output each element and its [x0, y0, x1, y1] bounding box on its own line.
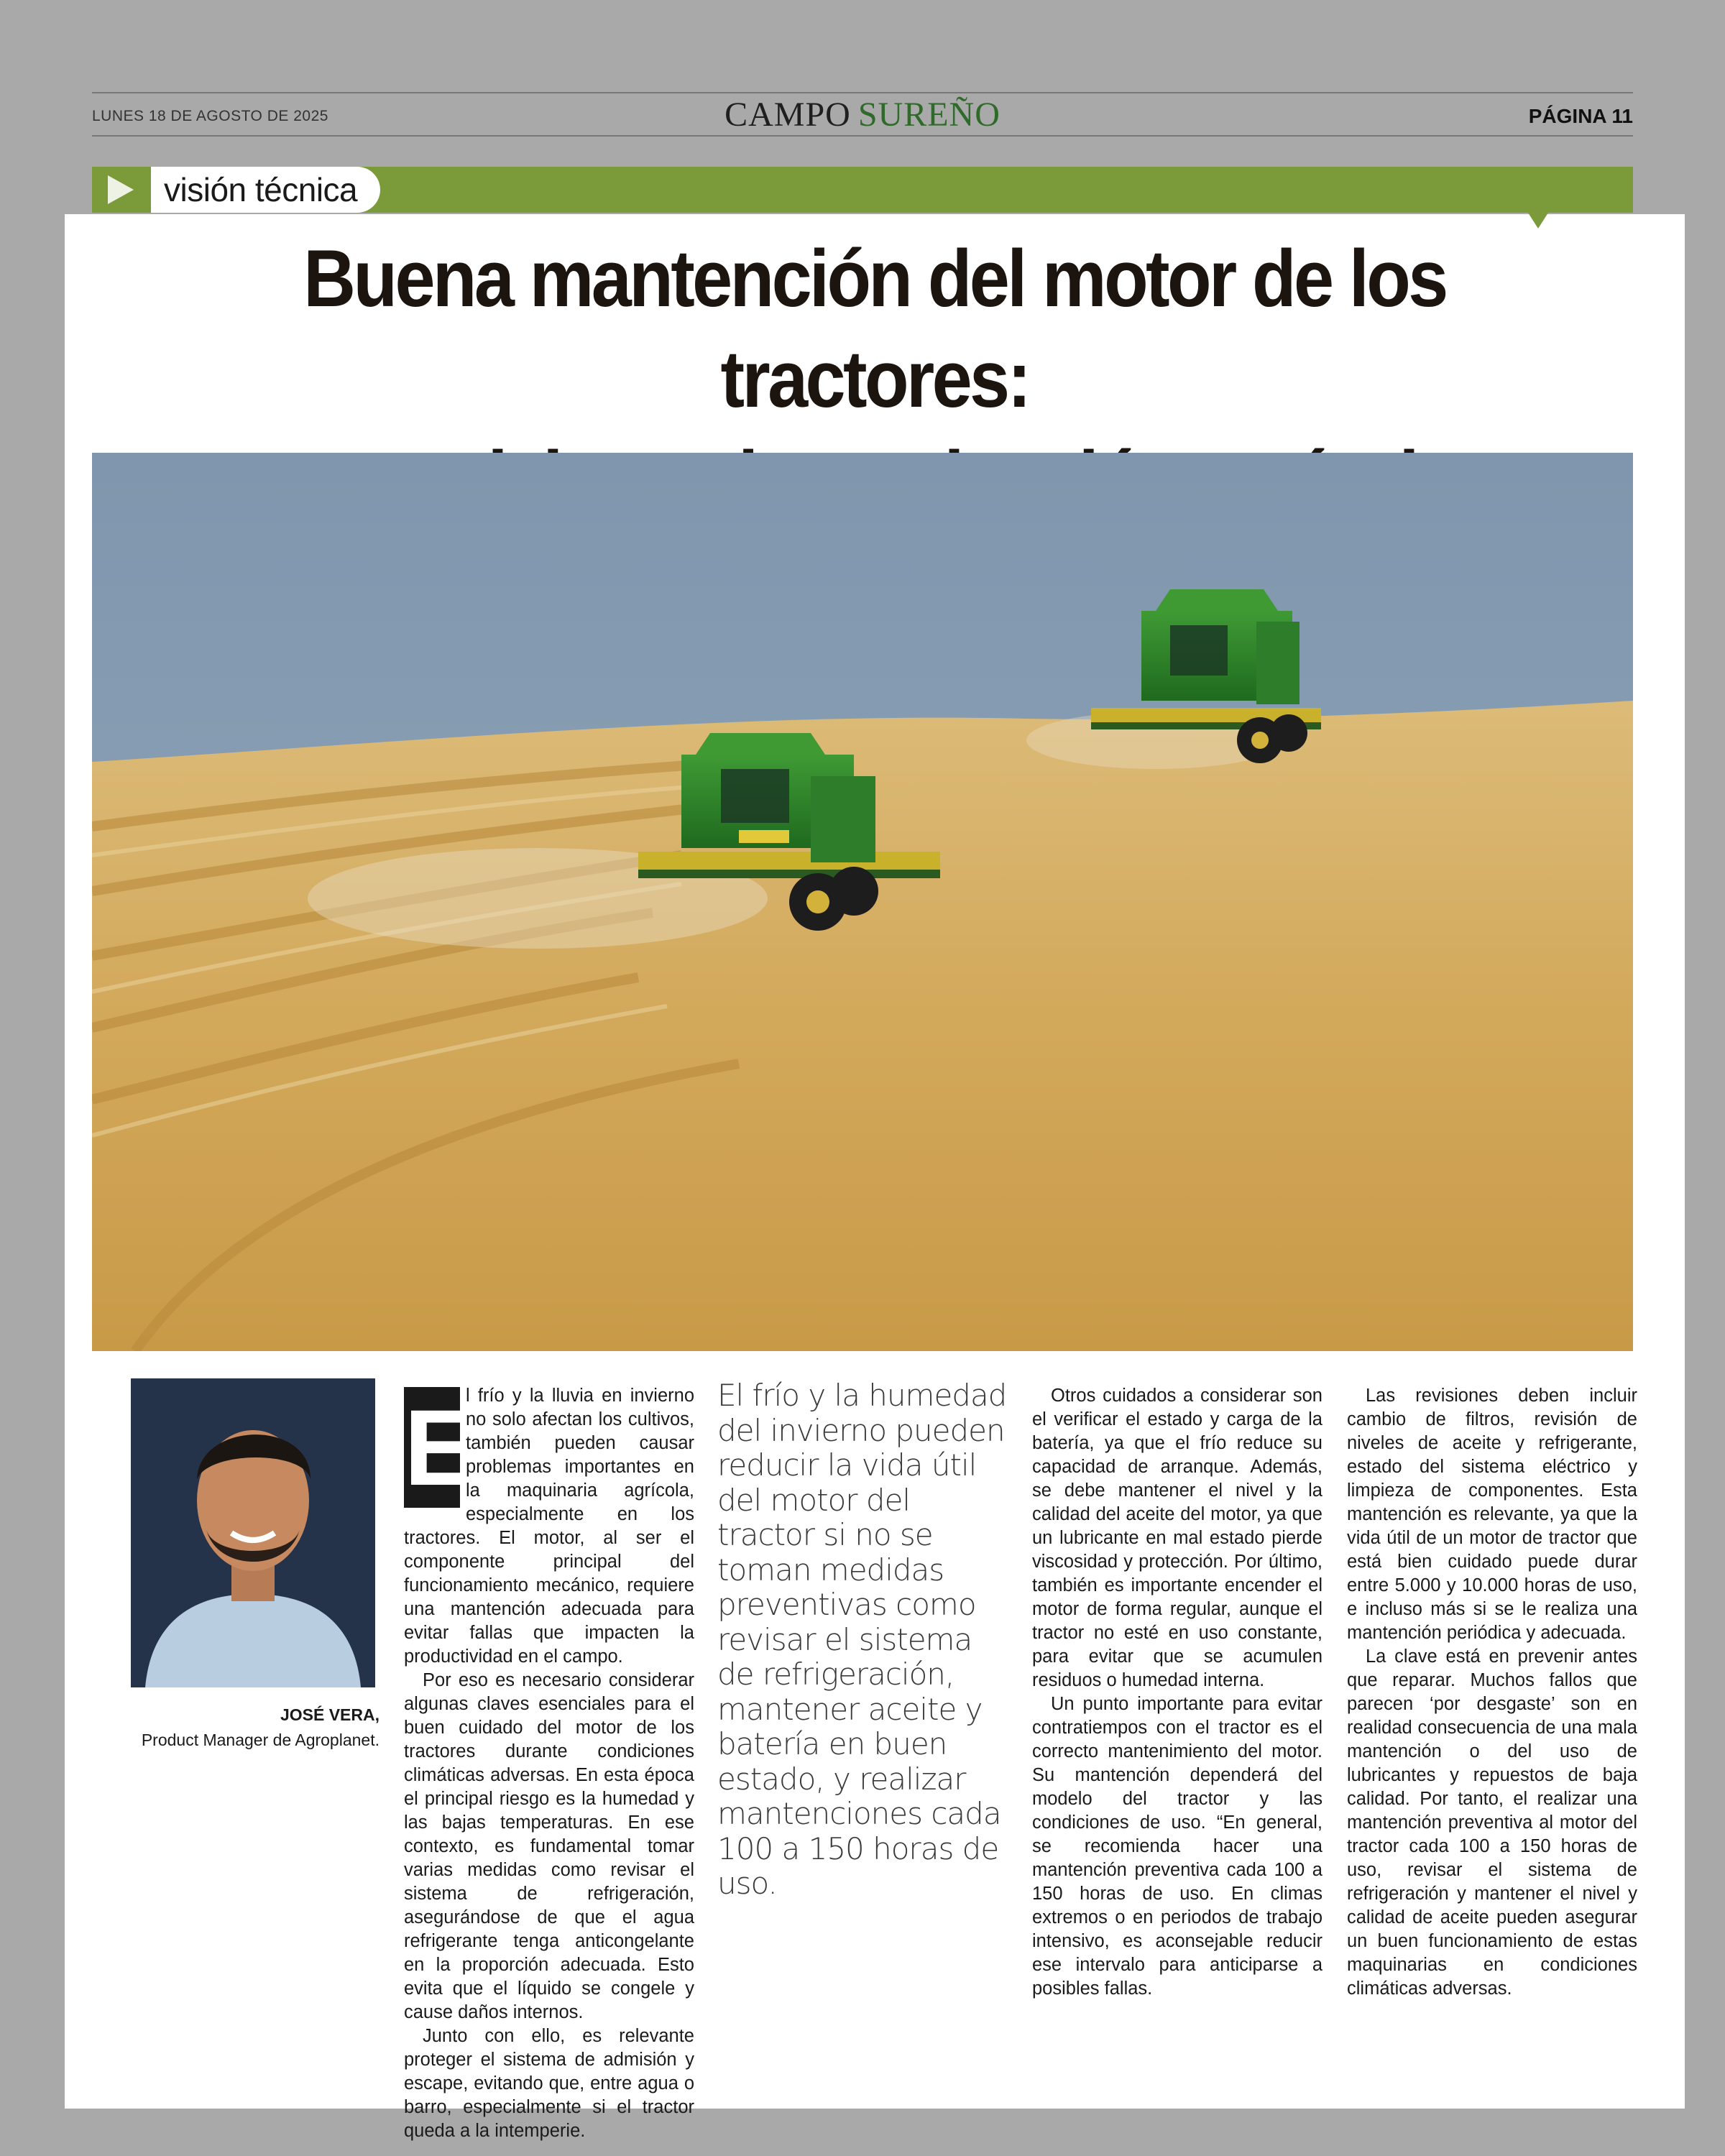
paragraph-3: Junto con ello, es relevante proteger el sistema de admisión y escape, evitando que, entre agua o barro, especialmente si el tractor queda a la intemperie.: [404, 2026, 694, 2141]
masthead: [0, 95, 1725, 134]
paragraph-4: Otros cuidados a considerar son el verificar el estado y carga de la batería, ya que el frío reduce su capacidad de arranque. Además, se debe mantener el nivel y la calidad del aceite del motor, ya que un lubricante en mal estado pierde viscosidad y protección. Por último, también es importante encender el motor de forma regular, aunque el tractor no esté en uso constante, para evitar que se acumulen residuos o humedad interna.: [1032, 1386, 1322, 1690]
section-notch: [1528, 213, 1548, 229]
author-portrait: [131, 1378, 375, 1687]
harvest-photo: [92, 453, 1633, 1351]
header-top-rule: [92, 92, 1633, 93]
drop-cap: E: [404, 1387, 477, 1508]
page-number: PÁGINA 11: [1528, 105, 1633, 127]
author-role: Product Manager de Agroplanet.: [141, 1731, 380, 1749]
paragraph-1: E l frío y la lluvia en invierno no solo afectan los cultivos, también pueden causar problemas importantes en la maquinaria agrícola, especialmente en los tractores. El motor, al ser el componente principal del funcionamiento mecánico, requiere una mantención adecuada para evitar fallas que impacten la productividad en el campo.: [404, 1386, 694, 1667]
masthead-word-1: CAMPO: [724, 96, 851, 134]
issue-date: LUNES 18 DE AGOSTO DE 2025: [92, 108, 328, 124]
masthead-word-2: SUREÑO: [857, 96, 1000, 134]
paragraph-6: Las revisiones deben incluir cambio de filtros, revisión de niveles de aceite y refrigerante, estado del sistema eléctrico y limpieza de componentes. Esta mantención es relevante, ya que la vida útil de un motor de tractor que está bien cuidado puede durar entre 5.000 y 10.000 horas de uso, e incluso más si se le realiza una mantención periódica y adecuada.: [1347, 1386, 1637, 1643]
section-label: visión técnica: [151, 167, 380, 213]
pull-quote: El frío y la humedad del invierno pueden reducir la vida útil del motor del tractor si no se toman medidas preventivas como revisar el sistema de refrigeración, mantener aceite y batería en buen estado, y realizar mantenciones cada 100 a 150 horas de uso.: [717, 1378, 1007, 1901]
paragraph-5: Un punto importante para evitar contratiempos con el tractor es el correcto mantenimiento del motor. Su mantención dependerá del modelo del tractor y las condiciones de uso. “En general, se recomienda hacer una mantención preventiva cada 100 a 150 horas de uso. En climas extremos o en periodos de trabajo intensivo, es aconsejable reducir ese intervalo para anticiparse a posibles fallas.: [1032, 1694, 1322, 1999]
play-arrow-icon: [92, 167, 150, 213]
paragraph-7: La clave está en prevenir antes que reparar. Muchos fallos que parecen ‘por desgaste’ son en realidad consecuencia de una mala mantención o del uso de lubricantes y repuestos de baja calidad. Por tanto, el realizar una mantención preventiva al motor del tractor cada 100 a 150 horas de uso, revisar el sistema de refrigeración y mantener el nivel y calidad de aceite pueden asegurar un buen funcionamiento de estas maquinarias en condiciones climáticas adversas.: [1347, 1646, 1637, 1999]
author-name: JOSÉ VERA,: [280, 1705, 380, 1724]
headline-line-1: Buena mantención del motor de los tractores:: [303, 234, 1446, 424]
article-column-4: [1347, 1384, 1637, 2001]
article-column-3: [1032, 1384, 1322, 2001]
header-bottom-rule: [92, 135, 1633, 137]
article-column-1: [404, 1384, 694, 2143]
paragraph-2: Por eso es necesario considerar algunas claves esenciales para el buen cuidado del motor de los tractores durante condiciones climáticas adversas. En esta época el principal riesgo es la humedad y las bajas temperaturas. En ese contexto, es fundamental tomar varias medidas como revisar el sistema de refrigeración, asegurándose de que el agua refrigerante tenga anticongelante en la proporción adecuada. Esto evita que el líquido se congele y cause daños internos.: [404, 1670, 694, 2022]
